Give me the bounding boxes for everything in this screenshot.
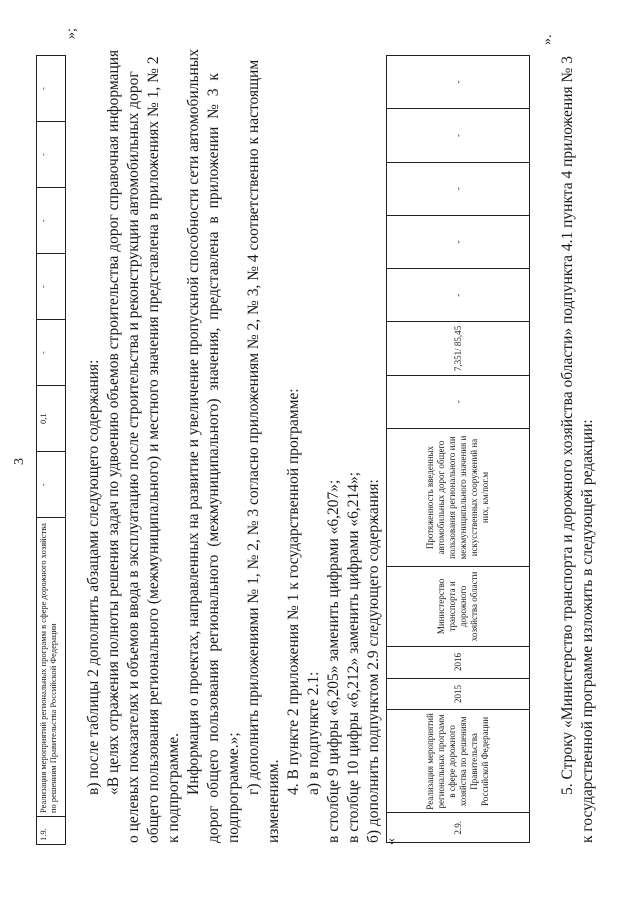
cell: - [37, 122, 66, 188]
paragraph: «В целях отражения полноты решения задач по удвоению объемов строительства дорог справочная информация [105, 49, 122, 795]
paragraph: о целевых показателях и объемов ввода в эксплуатацию после строительства и реконструкции автомобильных дорог [125, 71, 142, 843]
cell: - [387, 269, 530, 322]
row-num: 2.9. [387, 813, 530, 843]
paragraph: в столбце 10 цифры «6,212» заменить цифрами «6,214»; [345, 471, 362, 843]
executor: Министерство транспорта и дорожного хозяйства области [387, 567, 530, 646]
year-end: 2016 [387, 646, 530, 678]
paragraph: подпрограмме.»; [225, 732, 242, 843]
row-name: Реализация мероприятий региональных программ в сфере дорожного хозяйства по решениям Правительства Российской Федерации [37, 518, 66, 817]
cell: - [37, 452, 66, 518]
row-name: Реализация мероприятий региональных программ в сфере дорожного хозяйства по решениям Правительства Российской Федерации [387, 710, 530, 813]
paragraph: к государственной программе изложить в следующей редакции: [579, 419, 596, 843]
paragraph: в столбце 9 цифры «6,205» заменить цифрами «6,207»; [325, 479, 342, 843]
cell: - [387, 109, 530, 162]
opening-quote: « [384, 838, 399, 845]
page-number: 3 [12, 458, 27, 465]
cell: - [37, 56, 66, 122]
year-start: 2015 [387, 678, 530, 710]
closing-quote: ». [540, 34, 555, 45]
paragraph: 4. В пункте 2 приложения № 1 к государственной программе: [285, 388, 302, 795]
paragraph: в) после таблицы 2 дополнить абзацами следующего содержания: [85, 359, 102, 795]
paragraph: дорог общего пользования регионального (межмуниципального) значения, представлена в приложении № 3 к [205, 73, 222, 843]
paragraph: б) дополнить подпунктом 2.9 следующего содержания: [365, 479, 382, 843]
cell: - [37, 254, 66, 320]
indicator: Протяженность введенных автомобильных дорог общего пользования регионального или межмуниципального значения и искусственных сооружений на них, км/пог.м [387, 428, 530, 566]
row-num: 1.9. [37, 817, 66, 845]
cell: 0,1 [37, 386, 66, 452]
paragraph: г) дополнить приложениями № 1, № 2, № 3 согласно приложениям № 2, № 3, № 4 соответственно к настоящим [245, 59, 262, 795]
table-row-2-9 [386, 55, 530, 843]
cell: - [387, 162, 530, 215]
closing-quote: »; [64, 28, 79, 39]
cell: - [37, 320, 66, 386]
table-row-1-9 [36, 55, 66, 845]
cell: - [387, 56, 530, 109]
paragraph: 5. Строку «Министерство транспорта и дорожного хозяйства области» подпункта 4.1 пункта 4 приложения № 3 [559, 56, 576, 795]
paragraph: общего пользования регионального (межмуниципального) и местного значения представлена в приложениях № 1, № 2 [145, 56, 162, 843]
paragraph: Информация о проектах, направленных на развитие и увеличение пропускной способности сети автомобильных [185, 49, 202, 795]
paragraph: к подпрограмме. [165, 732, 182, 843]
cell: - [37, 188, 66, 254]
paragraph: изменениям. [265, 759, 282, 843]
paragraph: а) в подпункте 2.1: [305, 671, 322, 795]
cell: 7,351/ 85,45 [387, 322, 530, 375]
cell: - [387, 375, 530, 428]
cell: - [387, 215, 530, 268]
